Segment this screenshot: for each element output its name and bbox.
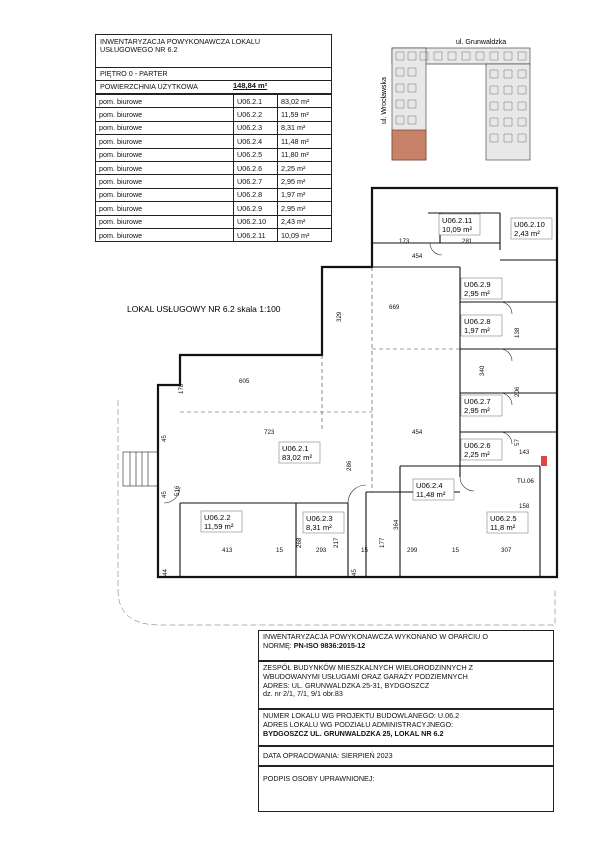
plan-room-label xyxy=(413,479,454,500)
room-area: 11,80 m² xyxy=(278,148,332,161)
dim-15-b: 15 xyxy=(361,547,368,554)
room-code: U06.2.10 xyxy=(234,215,278,228)
dim-340: 340 xyxy=(479,365,486,376)
plan-room-label xyxy=(439,214,480,235)
plan-room-code: U06.2.3 xyxy=(306,514,333,523)
room-name: pom. biurowe xyxy=(96,135,234,148)
info-norm-label: NORMĘ: xyxy=(263,640,294,650)
plan-room-area: 2,95 m² xyxy=(464,406,490,415)
plan-room-code: U06.2.10 xyxy=(514,220,545,229)
plan-room-code: U06.2.4 xyxy=(416,481,443,490)
info-unit xyxy=(258,709,554,746)
dim-413: 413 xyxy=(222,547,233,554)
dim-15-c: 15 xyxy=(452,547,459,554)
room-name: pom. biurowe xyxy=(96,161,234,174)
dim-143: 143 xyxy=(519,449,530,456)
title-line-1: INWENTARYZACJA POWYKONAWCZA LOKALU xyxy=(100,37,261,46)
info-norm-value: PN-ISO 9836:2015-12 xyxy=(293,640,366,650)
room-code: U06.2.6 xyxy=(234,161,278,174)
title-line-2: USŁUGOWEGO NR 6.2 xyxy=(100,45,178,55)
room-code: U06.2.2 xyxy=(234,108,278,121)
dim-329: 329 xyxy=(336,311,343,322)
entrance-steps xyxy=(123,452,158,486)
room-name: pom. biurowe xyxy=(96,175,234,188)
room-area: 11,59 m² xyxy=(278,108,332,121)
info-date-label: DATA OPRACOWANIA: SIERPIEŃ 2023 xyxy=(263,751,393,760)
info-date xyxy=(258,746,554,766)
dim-277: 177 xyxy=(379,537,386,548)
plan-room-label xyxy=(461,395,502,416)
room-code: U06.2.1 xyxy=(234,95,278,108)
room-area: 8,31 m² xyxy=(278,121,332,134)
dim-158: 158 xyxy=(519,503,530,510)
room-area: 10,09 m² xyxy=(278,228,332,241)
plan-room-code: U06.2.9 xyxy=(464,280,491,289)
room-area: 2,43 m² xyxy=(278,215,332,228)
dim-173: 173 xyxy=(399,238,410,245)
room-name: pom. biurowe xyxy=(96,215,234,228)
dim-293: 293 xyxy=(316,547,327,554)
plan-caption: LOKAL USŁUGOWY NR 6.2 skala 1:100 xyxy=(127,304,281,314)
dim-268: 268 xyxy=(296,537,303,548)
floor-label: PIĘTRO 0 - PARTER xyxy=(100,69,168,78)
dim-516: 516 xyxy=(174,485,181,496)
plan-room-code: U06.2.11 xyxy=(442,216,473,225)
room-area: 11,48 m² xyxy=(278,135,332,148)
info-unit-line1: NUMER LOKALU WG PROJEKTU BUDOWLANEGO: U.06.2 xyxy=(263,711,460,720)
info-project xyxy=(258,661,554,709)
dim-286: 286 xyxy=(346,460,353,471)
room-code: U06.2.4 xyxy=(234,135,278,148)
site-street-top: ul. Grunwaldzka xyxy=(456,39,507,46)
plan-room-area: 11,59 m² xyxy=(204,522,234,531)
room-code: U06.2.7 xyxy=(234,175,278,188)
usable-area-label: POWIERZCHNIA UŻYTKOWA xyxy=(100,82,198,91)
dim-44: 44 xyxy=(162,569,169,576)
plan-room-code: U06.2.5 xyxy=(490,514,517,523)
plan-room-area: 1,97 m² xyxy=(464,326,490,335)
plan-room-label xyxy=(279,442,320,463)
room-name: pom. biurowe xyxy=(96,148,234,161)
plan-room-label xyxy=(487,512,528,533)
dim-178: 178 xyxy=(178,383,185,394)
plan-room-label xyxy=(303,512,344,533)
dim-15-a: 15 xyxy=(276,547,283,554)
plan-room-code: U06.2.7 xyxy=(464,397,491,406)
dim-454: 454 xyxy=(412,429,423,436)
plan-room-code: U06.2.8 xyxy=(464,317,491,326)
plan-room-area: 2,25 m² xyxy=(464,450,490,459)
info-signature xyxy=(258,766,554,812)
usable-area-value: 148,84 m² xyxy=(233,81,268,90)
plan-room-area: 11,8 m² xyxy=(490,523,516,532)
info-project-line4: dz. nr 2/1, 7/1, 9/1 obr.83 xyxy=(263,689,343,699)
dim-57: 57 xyxy=(514,439,521,446)
plan-room-label xyxy=(201,511,242,532)
room-name: pom. biurowe xyxy=(96,188,234,201)
plan-room-area: 8,31 m² xyxy=(306,523,332,532)
plan-room-label xyxy=(461,439,502,460)
info-project-line2: WBUDOWANYMI USŁUGAMI ORAZ GARAŻY PODZIEMNYCH xyxy=(263,671,468,681)
room-name: pom. biurowe xyxy=(96,108,234,121)
info-norm-line1: INWENTARYZACJA POWYKONAWCZA WYKONANO W OPARCIU O xyxy=(263,632,488,641)
tu-label: TU.06 xyxy=(517,478,534,485)
plan-room-label xyxy=(511,218,552,239)
dim-299: 299 xyxy=(407,547,418,554)
info-unit-line3: BYDGOSZCZ UL. GRUNWALDZKA 25, LOKAL NR 6.2 xyxy=(263,728,444,738)
dim-723: 723 xyxy=(264,429,275,436)
plan-room-area: 2,43 m² xyxy=(514,229,540,238)
dim-138: 138 xyxy=(514,327,521,338)
plan-room-code: U06.2.2 xyxy=(204,513,231,522)
room-area: 2,95 m² xyxy=(278,202,332,215)
room-area: 2,95 m² xyxy=(278,175,332,188)
plan-room-area: 2,95 m² xyxy=(464,289,490,298)
info-unit-line2: ADRES LOKALU WG PODZIAŁU ADMINISTRACYJNEGO: xyxy=(263,719,454,729)
info-norm xyxy=(258,630,554,661)
room-name: pom. biurowe xyxy=(96,121,234,134)
tu-marker xyxy=(541,456,547,466)
dim-307: 307 xyxy=(501,547,512,554)
dim-281: 281 xyxy=(462,238,473,245)
room-name: pom. biurowe xyxy=(96,202,234,215)
dim-217: 217 xyxy=(333,537,340,548)
room-area: 1,97 m² xyxy=(278,188,332,201)
plan-room-area: 83,02 m² xyxy=(282,453,312,462)
info-project-line3: ADRES: UL. GRUNWALDZKA 25-31, BYDGOSZCZ xyxy=(263,680,430,690)
plan-room-code: U06.2.1 xyxy=(282,444,309,453)
plan-room-label xyxy=(461,278,502,299)
room-code: U06.2.11 xyxy=(234,228,278,241)
info-project-line1: ZESPÓŁ BUDYNKÓW MIESZKALNYCH WIELORODZINNYCH Z xyxy=(263,663,474,672)
room-code: U06.2.9 xyxy=(234,202,278,215)
plan-room-area: 11,48 m² xyxy=(416,490,446,499)
plan-room-label xyxy=(461,315,502,336)
room-code: U06.2.5 xyxy=(234,148,278,161)
site-street-left: ul. Wrocławska xyxy=(381,77,388,124)
dim-206: 206 xyxy=(514,386,521,397)
dim-454-top: 454 xyxy=(412,253,423,260)
room-name: pom. biurowe xyxy=(96,95,234,108)
room-code: U06.2.8 xyxy=(234,188,278,201)
room-code: U06.2.3 xyxy=(234,121,278,134)
dim-364: 364 xyxy=(393,519,400,530)
dim-45-b: 45 xyxy=(351,569,358,576)
plan-room-area: 10,09 m² xyxy=(442,225,472,234)
room-area: 83,02 m² xyxy=(278,95,332,108)
dim-45-c: 45 xyxy=(161,491,168,498)
dim-669: 669 xyxy=(389,304,400,311)
room-name: pom. biurowe xyxy=(96,228,234,241)
info-signature-label: PODPIS OSOBY UPRAWNIONEJ: xyxy=(263,774,375,783)
dim-605: 605 xyxy=(239,378,250,385)
plan-room-code: U06.2.6 xyxy=(464,441,491,450)
dim-45-a: 45 xyxy=(161,435,168,442)
room-area: 2,25 m² xyxy=(278,161,332,174)
